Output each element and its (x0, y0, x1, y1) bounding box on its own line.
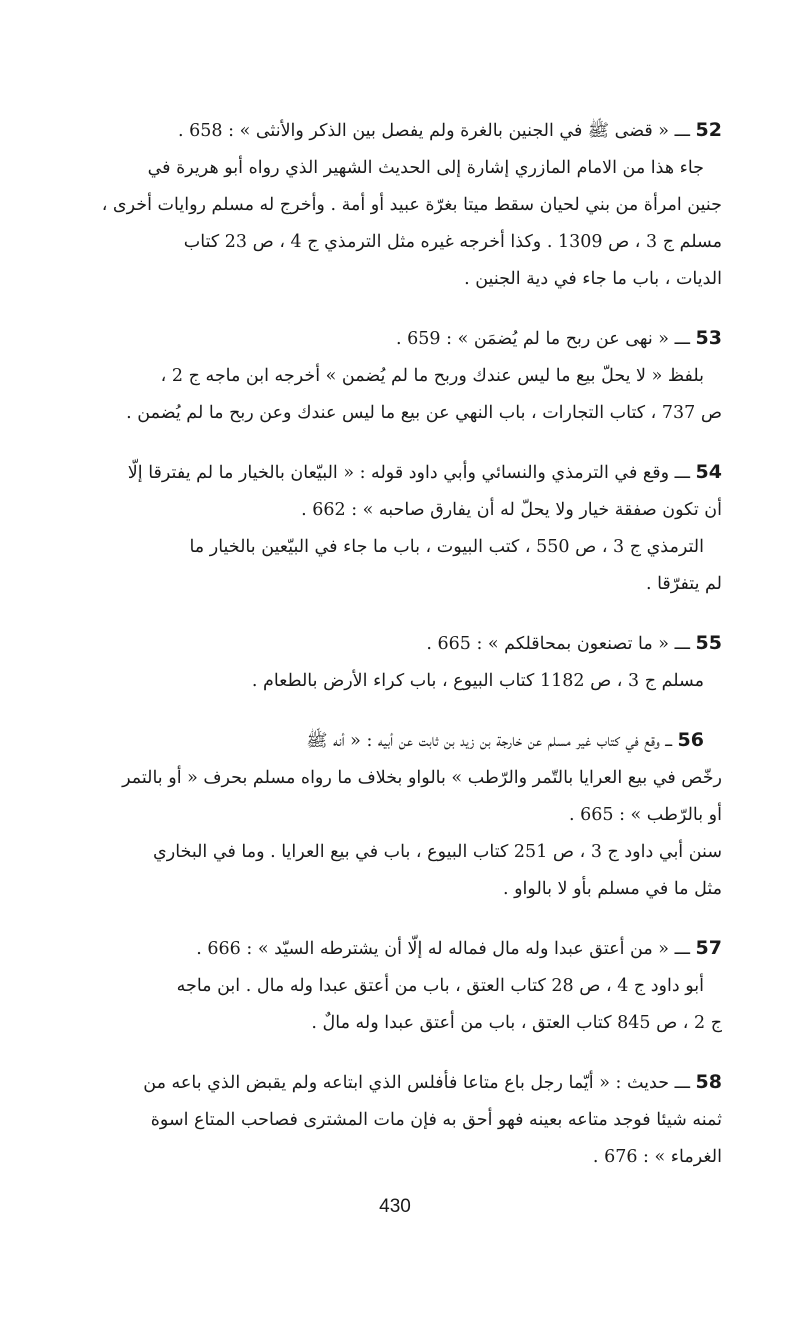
footnotes-body (70, 112, 722, 1198)
entry-line: الديات ، باب ما جاء في دية الجنين . (464, 269, 722, 289)
entry-58 (70, 1064, 722, 1176)
entry-heading: ـــ « قضى ﷺ في الجنين بالغرة ولم يفصل بين الذكر والأنثى » : 658 . (178, 121, 690, 141)
entry-line: ص 737 ، كتاب التجارات ، باب النهي عن بيع ما ليس عندك وعن ربح ما لم يُضمن . (126, 403, 722, 423)
entry-heading: ـــ « ما تصنعون بمحاقلكم » : 665 . (426, 634, 690, 654)
entry-number: 54 (695, 461, 722, 483)
entry-number: 53 (695, 327, 722, 349)
page-number: 430 (379, 1196, 411, 1217)
entry-53 (70, 320, 722, 432)
entry-number: 55 (695, 632, 722, 654)
entry-line: لم يتفرّقا . (645, 574, 722, 594)
entry-line: جاء هذا من الامام المازري إشارة إلى الحديث الشهير الذي رواه أبو هريرة في (147, 158, 704, 178)
entry-line: مثل ما في مسلم بأو لا بالواو . (502, 879, 722, 899)
entry-line: مسلم ج 3 ، ص 1182 كتاب البيوع ، باب كراء الأرض بالطعام . (251, 671, 704, 691)
entry-line: أو بالرّطب » : 665 . (568, 805, 722, 825)
entry-line: مسلم ج 3 ، ص 1309 . وكذا أخرجه غيره مثل الترمذي ج 4 ، ص 23 كتاب (183, 232, 722, 252)
entry-line: أن تكون صفقة خيار ولا يحلّ له أن يفارق صاحبه » : 662 . (301, 500, 722, 520)
entry-heading: ـــ وقع في كتاب غير مسلم عن خارجة بن زيد بن ثابت عن أبيه : « أنه ﷺ (306, 731, 672, 751)
entry-line: بلفظ « لا يحلّ بيع ما ليس عندك وربح ما لم يُضمن » أخرجه ابن ماجه ج 2 ، (160, 366, 704, 386)
entry-number: 56 (677, 729, 704, 751)
entry-line: سنن أبي داود ج 3 ، ص 251 كتاب البيوع ، باب في بيع العرايا . وما في البخاري (153, 842, 722, 862)
entry-54 (70, 454, 722, 603)
entry-56 (70, 722, 722, 908)
entry-line: جنين امرأة من بني لحيان سقط ميتا بغرّة عبيد أو أمة . وأخرج له مسلم روايات أخرى ، (101, 195, 722, 215)
entry-heading: ـــ « من أعتق عبدا وله مال فماله له إلّا أن يشترطه السيّد » : 666 . (196, 939, 690, 959)
entry-57 (70, 930, 722, 1042)
entry-line: أبو داود ج 4 ، ص 28 كتاب العتق ، باب من أعتق عبدا وله مال . ابن ماجه (176, 976, 704, 996)
entry-number: 52 (695, 119, 722, 141)
entry-number: 58 (695, 1071, 722, 1093)
entry-heading: ـــ حديث : « أيّما رجل باع متاعا فأفلس الذي ابتاعه ولم يقبض الذي باعه من (143, 1073, 690, 1093)
entry-line: ثمنه شيئا فوجد متاعه بعينه فهو أحق به فإن مات المشترى فصاحب المتاع اسوة (150, 1110, 722, 1130)
entry-line: ج 2 ، ص 845 كتاب العتق ، باب من أعتق عبدا وله مالٌ . (311, 1013, 722, 1033)
entry-line: الغرماء » : 676 . (592, 1147, 722, 1167)
entry-55 (70, 625, 722, 700)
entry-line: الترمذي ج 3 ، ص 550 ، كتب البيوت ، باب ما جاء في البيّعين بالخيار ما (189, 537, 704, 557)
entry-line: رخّص في بيع العرايا بالتّمر والرّطب » بالواو بخلاف ما رواه مسلم بحرف « أو بالتمر (122, 768, 722, 788)
entry-number: 57 (695, 937, 722, 959)
entry-heading: ـــ وقع في الترمذي والنسائي وأبي داود قوله : « البيّعان بالخيار ما لم يفترقا إلّا (127, 463, 690, 483)
entry-52 (70, 112, 722, 298)
entry-heading: ـــ « نهى عن ربح ما لم يُضمَن » : 659 . (396, 329, 690, 349)
